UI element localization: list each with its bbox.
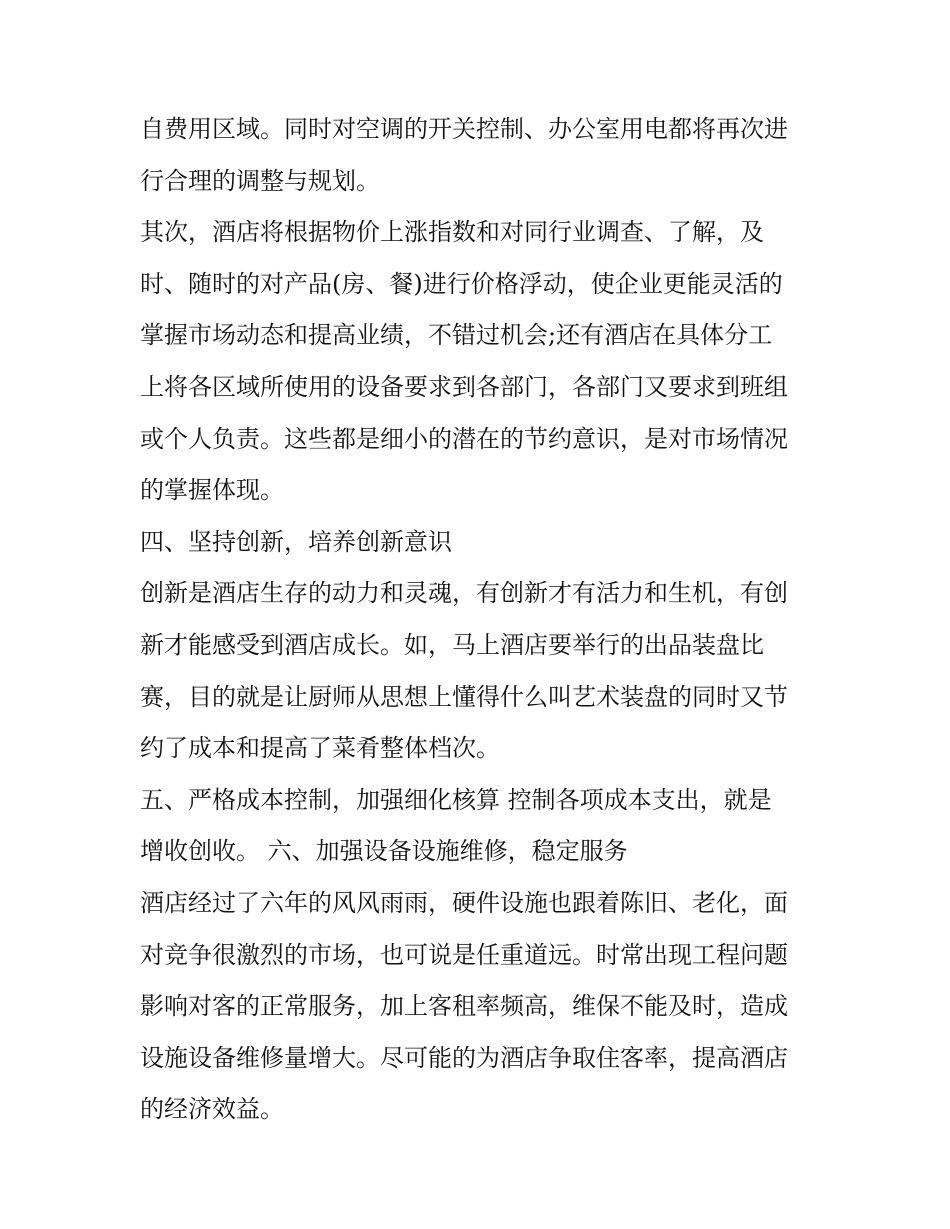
text-line: 对竞争很激烈的市场，也可说是任重道远。时常出现工程问题 <box>140 940 788 969</box>
text-line: 设施设备维修量增大。尽可能的为酒店争取住客率，提高酒店 <box>140 1043 788 1072</box>
text-line: 时、随时的对产品(房、餐)进行价格浮动，使企业更能灵活的 <box>140 269 783 298</box>
text-line: 酒店经过了六年的风风雨雨，硬件设施也跟着陈旧、老化，面 <box>140 888 788 917</box>
text-line: 赛，目的就是让厨师从思想上懂得什么叫艺术装盘的同时又节 <box>140 682 788 711</box>
text-line: 上将各区域所使用的设备要求到各部门，各部门又要求到班组 <box>140 372 788 401</box>
text-line: 其次，酒店将根据物价上涨指数和对同行业调查、了解，及 <box>140 218 764 247</box>
text-line: 或个人负责。这些都是细小的潜在的节约意识，是对市场情况 <box>140 424 788 453</box>
body-text <box>140 104 820 1136</box>
text-line: 约了成本和提高了菜肴整体档次。 <box>140 734 500 763</box>
text-line: 创新是酒店生存的动力和灵魂，有创新才有活力和生机，有创 <box>140 579 788 608</box>
text-line: 自费用区域。同时对空调的开关控制、办公室用电都将再次进 <box>140 115 788 143</box>
section-heading: 四、坚持创新，培养创新意识 <box>140 527 452 556</box>
section-heading: 增收创收。 六、加强设备设施维修，稳定服务 <box>140 837 628 866</box>
text-line: 的经济效益。 <box>140 1095 284 1124</box>
text-line: 影响对客的正常服务，加上客租率频高，维保不能及时，造成 <box>140 992 788 1021</box>
text-line: 行合理的调整与规划。 <box>140 166 380 195</box>
section-heading: 五、严格成本控制，加强细化核算 控制各项成本支出，就是 <box>140 785 772 814</box>
text-line: 的掌握体现。 <box>140 476 284 505</box>
text-line: 新才能感受到酒店成长。如，马上酒店要举行的出品装盘比 <box>140 630 764 659</box>
text-line: 掌握市场动态和提高业绩，不错过机会;还有酒店在具体分工 <box>140 321 773 350</box>
